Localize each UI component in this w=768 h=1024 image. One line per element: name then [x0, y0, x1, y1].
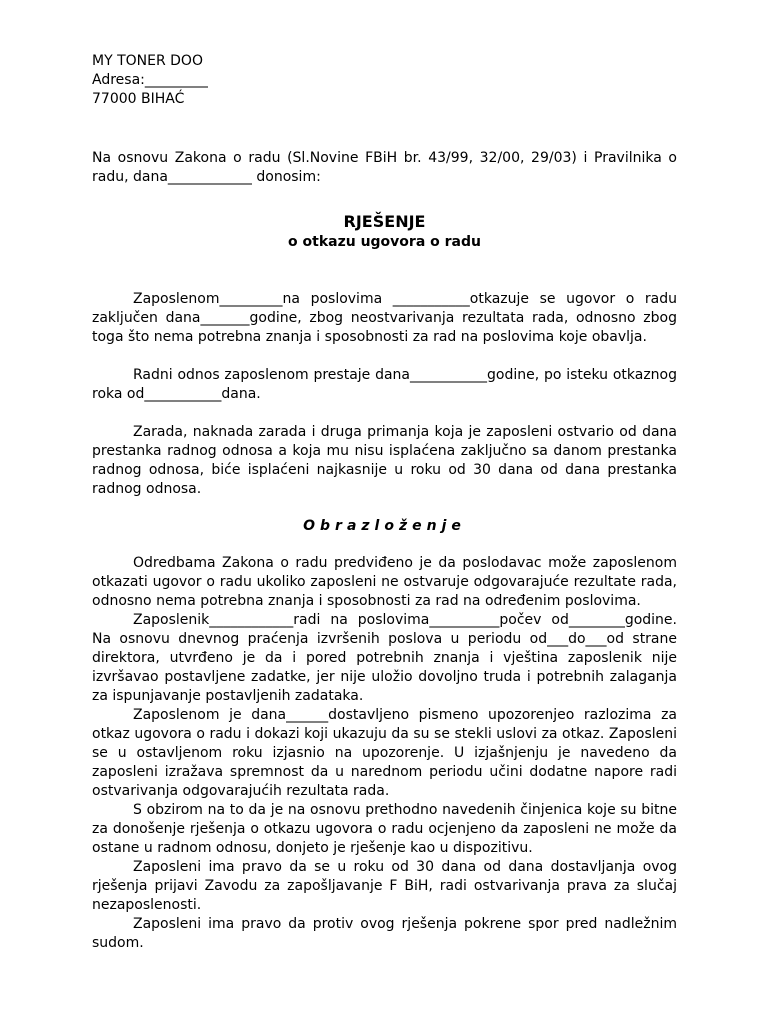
reasoning-paragraph: Zaposleni ima pravo da se u roku od 30 dana od dana dostavljanja ovog rješenja prijavi Zavodu za zapošljavanje F BiH, radi ostvarivanja prava za slučaj nezaposlenosti.	[92, 859, 677, 913]
document-title: RJEŠENJE	[343, 212, 426, 231]
decision-paragraph: Zaposlenom_________na poslovima ___________otkazuje se ugovor o radu zaključen dana_______godine, zbog neostvarivanja rezultata rada, odnosno zbog toga što nema potrebna znanja i sposobnosti za rad na poslovima koje obavlja.	[92, 291, 677, 345]
reasoning-paragraph: Odredbama Zakona o radu predviđeno je da poslodavac može zaposlenom otkazati ugovor o radu ukoliko zaposleni ne ostvaruje odgovarajuće rezultate rada, odnosno nema potrebna znanja i sposobnosti za rad na određenim poslovima.	[92, 555, 677, 609]
reasoning-paragraph: Zaposlenom je dana______dostavljeno pismeno upozorenjeo razlozima za otkaz ugovora o radu i dokazi koji ukazuju da su se stekli uslovi za otkaz. Zaposleni se u ostavljenom roku izjasnio na upozorenje. U izjašnjenju je navedeno da zaposleni izražava spremnost da u narednom periodu učini dodatne napore radi ostvarivanja odgovarajućih rezultata rada.	[92, 707, 677, 799]
document-page	[92, 52, 677, 953]
document-subtitle: o otkazu ugovora o radu	[288, 234, 481, 250]
decision-paragraph: Zarada, naknada zarada i druga primanja koja je zaposleni ostvario od dana prestanka radnog odnosa a koja mu nisu isplaćena zaključno sa danom prestanka radnog odnosa, biće isplaćeni najkasnije u roku od 30 dana od dana prestanka radnog odnosa.	[92, 424, 677, 497]
reasoning-paragraph: Zaposleni ima pravo da protiv ovog rješenja pokrene spor pred nadležnim sudom.	[92, 916, 677, 951]
decision-section	[92, 290, 677, 499]
intro-paragraph: Na osnovu Zakona o radu (Sl.Novine FBiH br. 43/99, 32/00, 29/03) i Pravilnika o radu, dana____________ donosim:	[92, 150, 677, 185]
company-header	[92, 52, 677, 109]
reasoning-section	[92, 554, 677, 953]
company-city: 77000 BIHAĆ	[92, 91, 185, 107]
reasoning-heading: Obrazloženje	[303, 518, 466, 534]
company-name: MY TONER DOO	[92, 53, 203, 69]
reasoning-paragraph: S obzirom na to da je na osnovu prethodno navedenih činjenica koje su bitne za donošenje rješenja o otkazu ugovora o radu ocjenjeno da zaposleni ne može da ostane u radnom odnosu, donjeto je rješenje kao u dispozitivu.	[92, 802, 677, 856]
company-address: Adresa:_________	[92, 72, 208, 88]
decision-paragraph: Radni odnos zaposlenom prestaje dana___________godine, po isteku otkaznog roka od___________dana.	[92, 367, 677, 402]
reasoning-paragraph: Zaposlenik____________radi na poslovima__________počev od________godine. Na osnovu dnevnog praćenja izvršenih poslova u periodu od___do___od strane direktora, utvrđeno je da i pored potrebnih znanja i vještina zaposlenik nije izvršavao postavljene zadatke, jer nije uložio dovoljno truda i potrebnih zalaganja za ispunjavanje postavljenih zadataka.	[92, 612, 677, 704]
